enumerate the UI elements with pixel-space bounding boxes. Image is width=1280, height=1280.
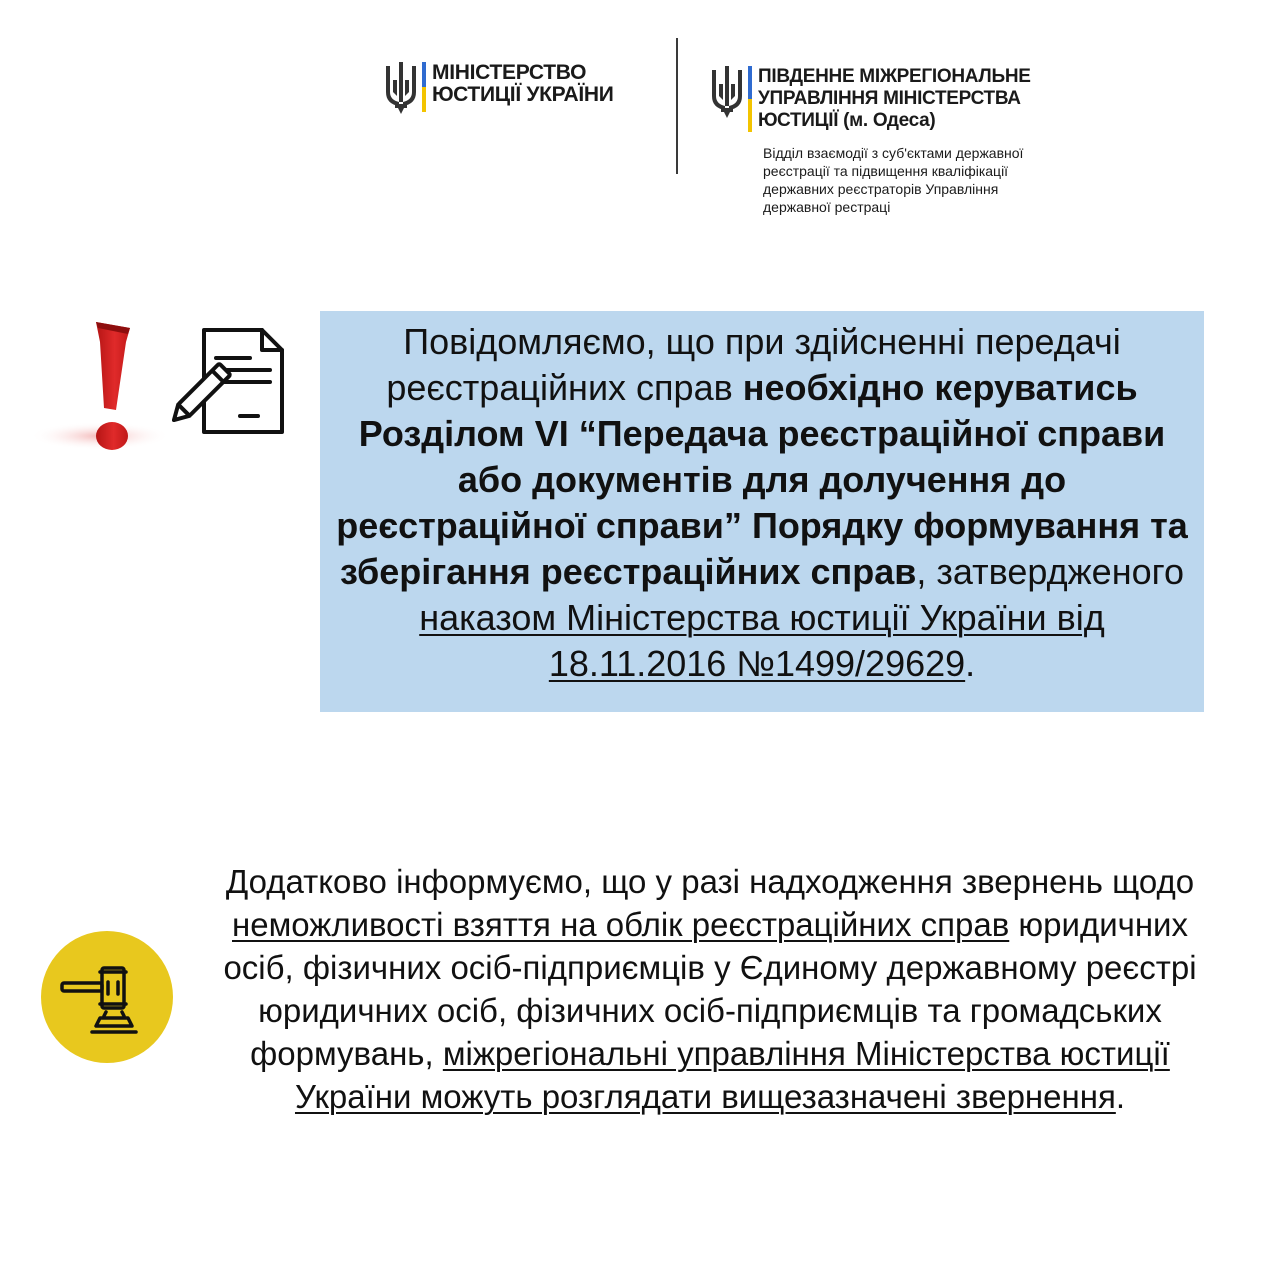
document-pen-icon — [172, 326, 288, 438]
ministry-logo — [384, 62, 614, 114]
department-line3: державних реєстраторів Управління — [763, 181, 999, 197]
regional-logo-city: (м. Одеса) — [843, 110, 936, 131]
notice-text-approved: , затвердженого — [916, 551, 1184, 592]
info-text-underlined-2: міжрегіональні управління Міністерства юстиції України можуть розглядати вищезазначені звернення — [294, 1035, 1170, 1115]
info-text-intro: Додатково інформуємо, що у разі надходження звернень щодо — [225, 863, 1195, 900]
regional-logo-line2: УПРАВЛІННЯ МІНІСТЕРСТВА — [758, 88, 1021, 109]
ministry-logo-line2: ЮСТИЦІЇ УКРАЇНИ — [432, 83, 614, 106]
order-link[interactable]: наказом Міністерства юстиції України від 18.11.2016 №1499/29629 — [419, 597, 1105, 684]
ua-flag-stripe — [748, 66, 752, 132]
regional-logo-line1: ПІВДЕННЕ МІЖРЕГІОНАЛЬНЕ — [758, 66, 1031, 87]
info-text-end: . — [1115, 1078, 1125, 1115]
regional-logo — [710, 66, 1031, 132]
trident-icon — [710, 66, 744, 118]
notice-box — [320, 311, 1204, 712]
regional-logo-text — [758, 66, 1031, 132]
ministry-logo-line1: МІНІСТЕРСТВО — [432, 61, 587, 84]
exclamation-icon — [30, 318, 180, 458]
trident-icon — [384, 62, 418, 114]
regional-logo-line3-text: ЮСТИЦІЇ — [758, 110, 839, 131]
ua-flag-stripe — [422, 62, 426, 112]
header-divider — [676, 38, 678, 174]
department-name — [763, 144, 1083, 216]
ministry-logo-text — [432, 62, 614, 106]
info-paragraph — [200, 860, 1220, 1118]
department-line1: Відділ взаємодії з суб'єктами державної — [763, 145, 1024, 161]
notice-text-bold: необхідно керуватись Розділом VI “Передача реєстраційної справи або документів для долучення до реєстраційної справи” Порядку формування та зберігання реєстраційних справ — [336, 367, 1188, 592]
regional-logo-line3 — [758, 110, 1031, 132]
department-line2: реєстрації та підвищення кваліфікації — [763, 163, 1009, 179]
gavel-icon — [40, 930, 174, 1064]
notice-text-intro: Повідомляємо, що при здійсненні передачі реєстраційних справ — [386, 321, 1121, 408]
info-text-middle: юридичних осіб, фізичних осіб-підприємців у Єдиному державному реєстрі юридичних осіб, фізичних осіб-підприємців та громадських формувань, — [223, 906, 1197, 1072]
info-text-underlined-1: неможливості взяття на облік реєстраційних справ — [232, 906, 1010, 943]
notice-text-end: . — [965, 643, 976, 684]
department-line4: державної рестраці — [763, 199, 891, 215]
